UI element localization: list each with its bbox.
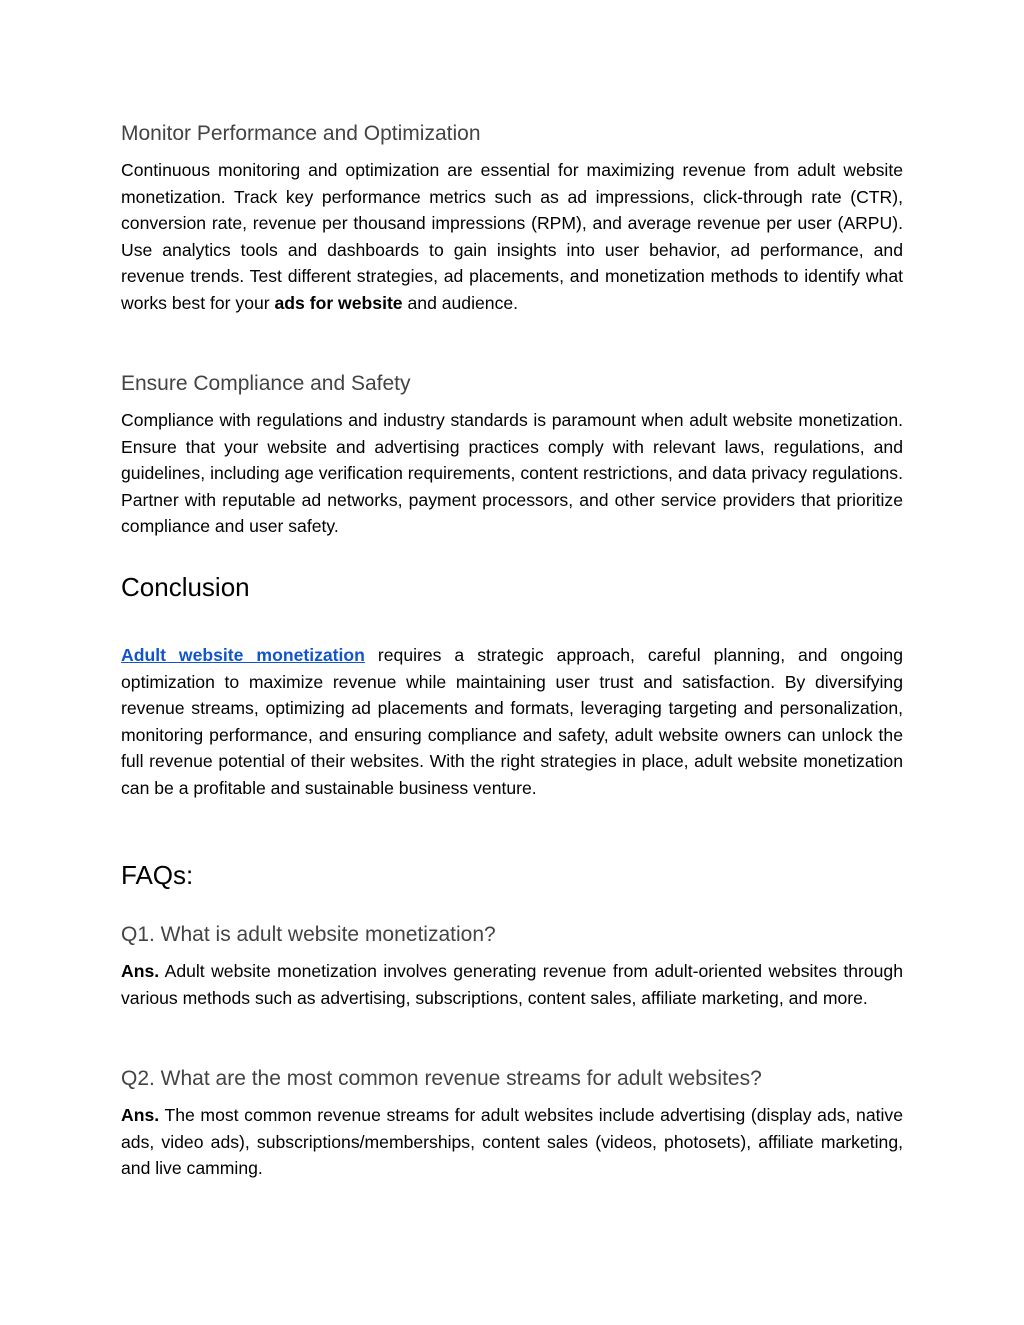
- faq-answer-1: [121, 958, 903, 1011]
- section-heading-faqs: FAQs:: [121, 860, 194, 890]
- conclusion-text: requires a strategic approach, careful planning, and ongoing optimization to maximize revenue while maintaining user trust and satisfaction. By diversifying revenue streams, optimizing ad placements and formats, leveraging targeting and personalization, monitoring performance, and ensuring compliance and safety, adult website owners can unlock the full revenue potential of their websites. With the right strategies in place, adult website monetization can be a profitable and sustainable business venture.: [121, 645, 903, 798]
- monitor-text-1: Continuous monitoring and optimization are essential for maximizing revenue from adult website monetization. Track key performance metrics such as ad impressions, click-through rate (CTR), conversion rate, revenue per thousand impressions (RPM), and average revenue per user (ARPU). Use analytics tools and dashboards to gain insights into user behavior, ad performance, and revenue trends. Test different strategies, ad placements, and monetization methods to identify what works best for your: [121, 160, 903, 313]
- monitor-text-2: and audience.: [402, 292, 519, 313]
- faq-answer-label: Ans.: [121, 961, 160, 981]
- adult-website-monetization-link[interactable]: Adult website monetization: [121, 645, 365, 665]
- monitor-bold-keyword: ads for website: [274, 292, 403, 313]
- faq-question-1: Q1. What is adult website monetization?: [121, 923, 496, 946]
- section-heading-monitor: Monitor Performance and Optimization: [121, 122, 481, 145]
- section-body-compliance: Compliance with regulations and industry standards is paramount when adult website monetization. Ensure that your website and advertising practices comply with relevant laws, regulations, and guidelines, including age verification requirements, content restrictions, and data privacy regulations. Partner with reputable ad networks, payment processors, and other service providers that prioritize compliance and user safety.: [121, 410, 903, 536]
- faq-question-2: Q2. What are the most common revenue streams for adult websites?: [121, 1067, 762, 1090]
- section-body-conclusion: [121, 642, 903, 801]
- faq-answer-label: Ans.: [121, 1105, 160, 1125]
- faq-answer-text: The most common revenue streams for adult websites include advertising (display ads, native ads, video ads), subscriptions/memberships, content sales (videos, photosets), affiliate marketing, and live camming.: [121, 1105, 903, 1178]
- section-body-monitor: [121, 157, 903, 316]
- section-heading-conclusion: Conclusion: [121, 572, 250, 602]
- faq-answer-2: [121, 1102, 903, 1182]
- section-heading-compliance: Ensure Compliance and Safety: [121, 372, 411, 395]
- faq-answer-text: Adult website monetization involves generating revenue from adult-oriented websites through various methods such as advertising, subscriptions, content sales, affiliate marketing, and more.: [121, 961, 903, 1008]
